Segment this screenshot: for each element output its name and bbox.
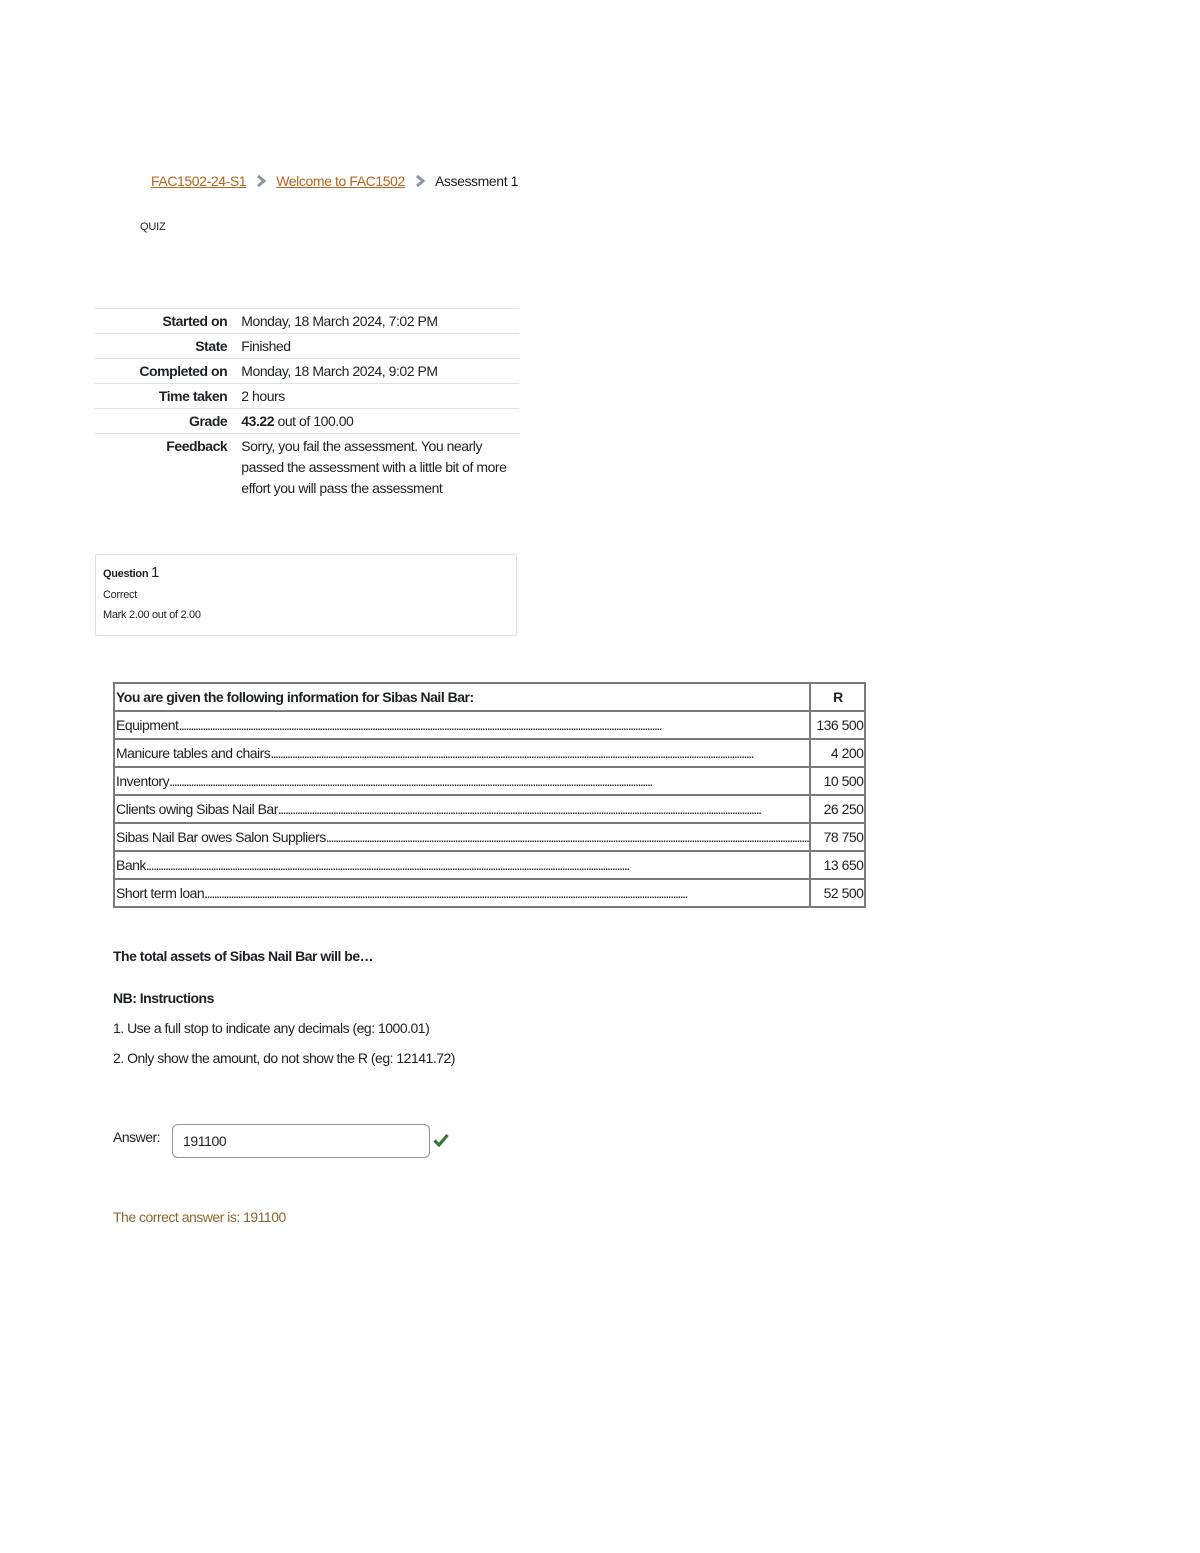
summary-value: 2 hours (241, 384, 519, 409)
instruction-item: 1. Use a full stop to indicate any decimals (eg: 1000.01) (113, 1020, 430, 1036)
feedback-text: Sorry, you fail the assessment. You nearly passed the assessment with a little bit of more effort you will pass the assessment (241, 434, 519, 503)
leader-dots: .......................................................................................................................................................................................................... (204, 885, 687, 901)
table-row-amount: 4 200 (810, 739, 865, 767)
summary-row-state (95, 334, 519, 359)
grade-score: 43.22 (241, 413, 275, 429)
table-row (114, 711, 865, 739)
summary-value (241, 409, 519, 434)
leader-dots: .......................................................................................................................................................................................................... (277, 801, 761, 817)
summary-row-feedback (95, 434, 519, 503)
question-info-box (95, 554, 517, 636)
table-row-amount: 136 500 (810, 711, 865, 739)
summary-row-grade (95, 409, 519, 434)
table-row (114, 879, 865, 907)
summary-label: Time taken (95, 384, 241, 409)
question-label: Question (103, 568, 149, 580)
answer-input[interactable] (172, 1124, 430, 1158)
table-row-label: Clients owing Sibas Nail Bar (116, 801, 278, 817)
leader-dots: .......................................................................................................................................................................................................... (270, 745, 754, 761)
summary-row-completed (95, 359, 519, 384)
chevron-right-icon (255, 175, 267, 187)
summary-label: Started on (95, 309, 241, 334)
grade-out-of: out of 100.00 (274, 413, 354, 429)
table-header-description: You are given the following information for Sibas Nail Bar: (114, 683, 810, 711)
summary-label: Feedback (95, 434, 241, 503)
table-row-label: Manicure tables and chairs (116, 745, 271, 761)
breadcrumb-course-link[interactable]: FAC1502-24-S1 (151, 173, 247, 189)
summary-row-started (95, 309, 519, 334)
table-row-label: Sibas Nail Bar owes Salon Suppliers (116, 829, 326, 845)
question-prompt: The total assets of Sibas Nail Bar will be… (113, 948, 374, 964)
table-row (114, 795, 865, 823)
table-row-amount: 26 250 (810, 795, 865, 823)
table-row-label: Bank (116, 857, 146, 873)
question-heading (103, 564, 509, 581)
right-answer-feedback: The correct answer is: 191100 (113, 1209, 286, 1225)
leader-dots: .......................................................................................................................................................................................................... (325, 829, 809, 845)
leader-dots: .......................................................................................................................................................................................................... (145, 857, 629, 873)
question-data-table (113, 682, 866, 908)
table-row-label: Inventory (116, 773, 170, 789)
table-header-currency: R (810, 683, 865, 711)
summary-label: Completed on (95, 359, 241, 384)
table-row (114, 767, 865, 795)
breadcrumb (151, 173, 518, 189)
leader-dots: .......................................................................................................................................................................................................... (178, 717, 662, 733)
page-type-label: QUIZ (140, 221, 166, 233)
attempt-summary-table (95, 308, 519, 502)
table-row (114, 739, 865, 767)
question-number: 1 (151, 564, 160, 581)
check-icon (433, 1133, 449, 1147)
table-row-amount: 78 750 (810, 823, 865, 851)
table-header-row (114, 683, 865, 711)
table-row-label: Short term loan (116, 885, 205, 901)
summary-label: Grade (95, 409, 241, 434)
summary-row-time-taken (95, 384, 519, 409)
summary-value: Monday, 18 March 2024, 7:02 PM (241, 309, 519, 334)
table-row (114, 851, 865, 879)
instructions-title: NB: Instructions (113, 990, 214, 1006)
table-row-amount: 13 650 (810, 851, 865, 879)
question-status: Correct (103, 589, 137, 601)
instruction-item: 2. Only show the amount, do not show the R (eg: 12141.72) (113, 1050, 455, 1066)
table-row-amount: 10 500 (810, 767, 865, 795)
table-row-amount: 52 500 (810, 879, 865, 907)
table-row (114, 823, 865, 851)
table-row-label: Equipment (116, 717, 179, 733)
answer-label: Answer: (113, 1129, 161, 1145)
summary-value: Monday, 18 March 2024, 9:02 PM (241, 359, 519, 384)
chevron-right-icon (414, 175, 426, 187)
summary-label: State (95, 334, 241, 359)
summary-value: Finished (241, 334, 519, 359)
breadcrumb-current: Assessment 1 (434, 173, 519, 189)
breadcrumb-welcome-link[interactable]: Welcome to FAC1502 (276, 173, 405, 189)
question-mark: Mark 2.00 out of 2.00 (103, 609, 201, 621)
leader-dots: .......................................................................................................................................................................................................... (169, 773, 652, 789)
